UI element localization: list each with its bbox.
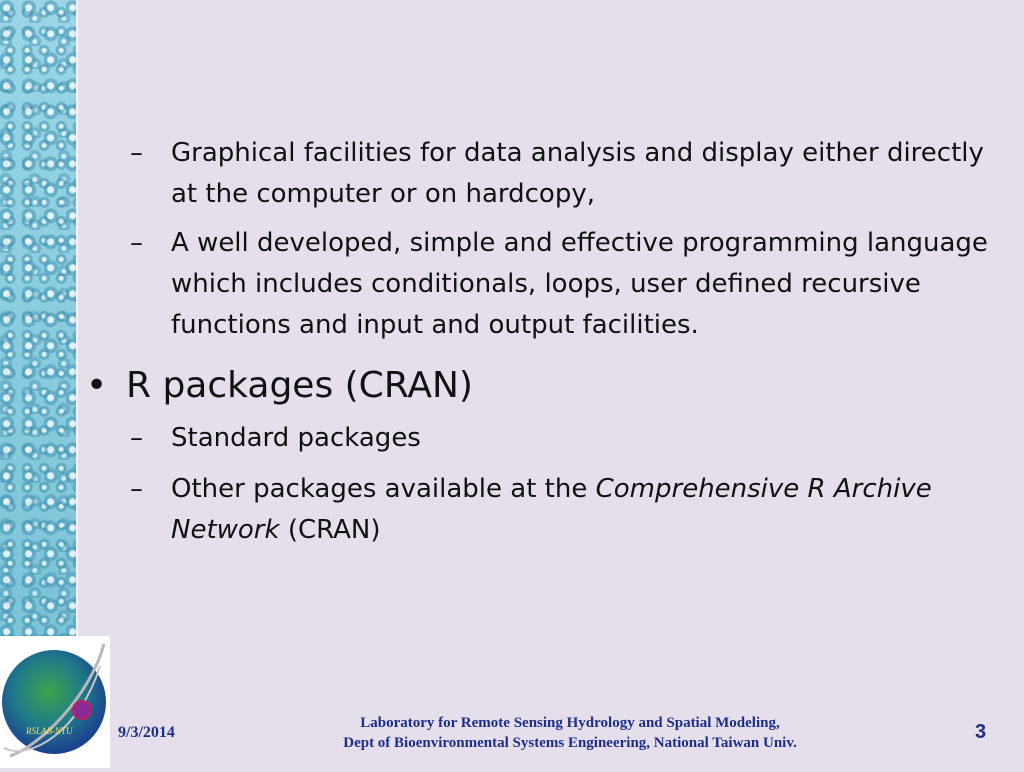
footer-line-dept: Dept of Bioenvironmental Systems Engineering, National Taiwan Univ. — [343, 735, 797, 751]
bullet-marker: • — [86, 365, 108, 406]
svg-text:RSLAB-NTU: RSLAB-NTU — [26, 726, 73, 736]
dash-marker: – — [130, 423, 143, 453]
dash-marker: – — [130, 474, 143, 504]
dash-marker: – — [130, 138, 143, 168]
slide-number: 3 — [975, 721, 987, 743]
bullet-programming-language — [130, 223, 990, 346]
footer-date: 9/3/2014 — [118, 724, 175, 741]
cran-full-name: Comprehensive R Archive Network — [171, 474, 932, 545]
dash-marker: – — [130, 228, 143, 258]
bullet-r-packages — [86, 362, 986, 410]
bullet-text: Graphical facilities for data analysis and display either directly at the computer or on hardcopy, — [171, 138, 984, 209]
lab-logo — [0, 636, 110, 768]
lab-logo-icon — [0, 636, 110, 768]
bullet-text — [130, 469, 990, 551]
bullet-graphical-facilities — [130, 133, 990, 215]
footer-line-lab: Laboratory for Remote Sensing Hydrology and Spatial Modeling, — [360, 715, 780, 731]
bullet-standard-packages — [130, 418, 990, 459]
bullet-text: A well developed, simple and effective programming language which includes conditionals, loops, user defined recursive functions and input and output facilities. — [171, 228, 988, 340]
bullet-text-suffix: (CRAN) — [279, 515, 381, 545]
bullet-text: R packages (CRAN) — [126, 365, 473, 406]
bullet-text-plain: Other packages available at the — [171, 474, 596, 504]
footer-institution — [250, 713, 890, 753]
bullet-other-packages — [130, 469, 990, 551]
decorative-water-strip — [0, 0, 76, 636]
bullet-text: Standard packages — [171, 423, 421, 453]
strip-divider — [76, 0, 78, 636]
